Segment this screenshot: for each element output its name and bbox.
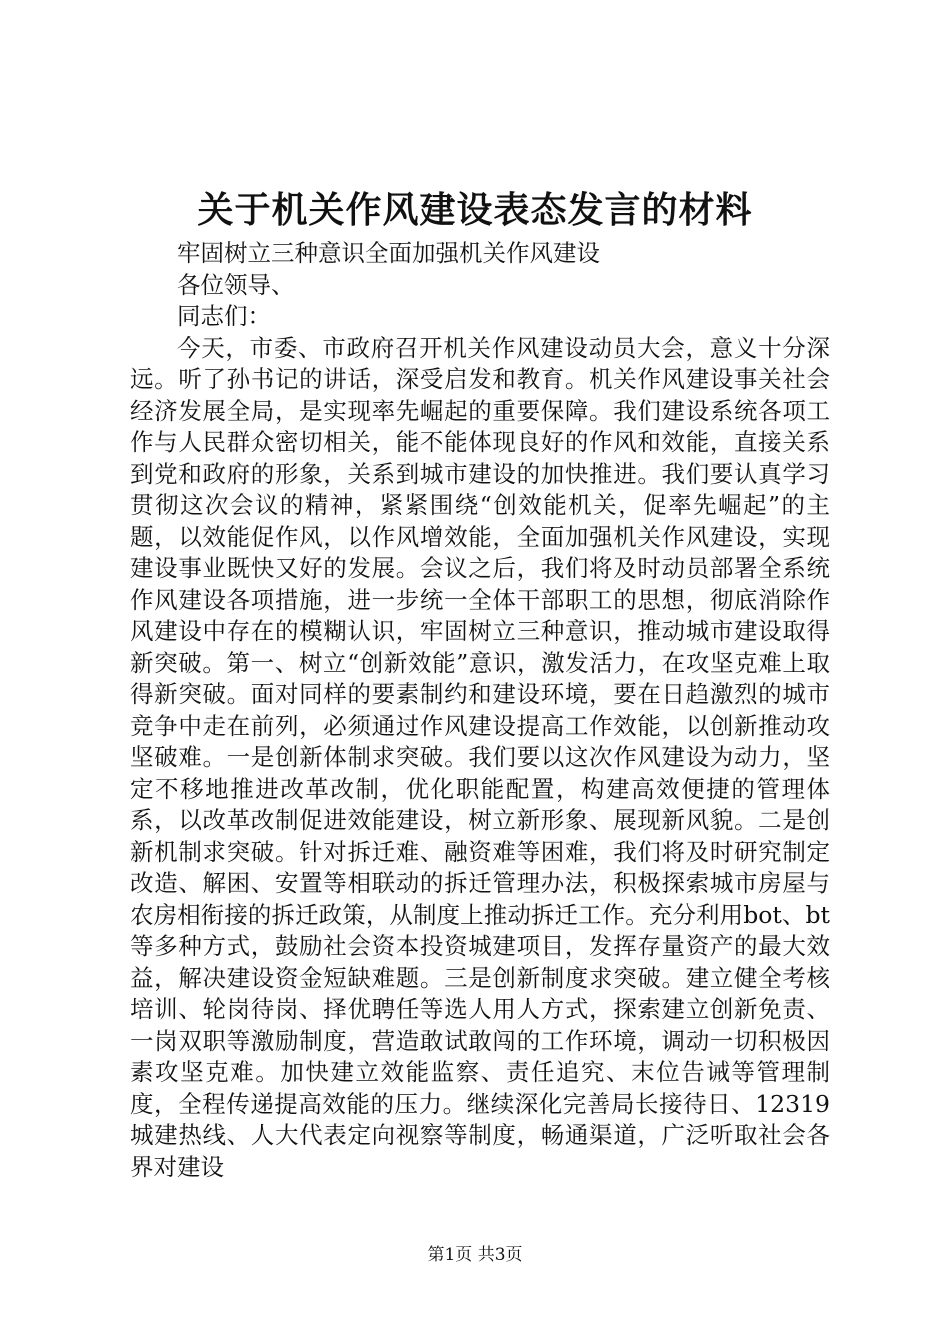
salutation-line-2: 同志们： — [177, 302, 271, 330]
salutation-line-1: 各位领导、 — [177, 270, 295, 299]
body-paragraph: 今天，市委、市政府召开机关作风建设动员大会，意义十分深远。听了孙书记的讲话，深受启发和教育。机关作风建设事关社会经济发展全局，是实现率先崛起的重要保障。我们建设系统各项工作与人民群众密切相关，能不能体现良好的作风和效能，直接关系到党和政府的形象，关系到城市建设的加快推进。我们要认真学习贯彻这次会议的精神，紧紧围绕“创效能机关，促率先崛起”的主题，以效能促作风，以作风增效能，全面加强机关作风建设，实现建设事业既快又好的发展。会议之后，我们将及时动员部署全系统作风建设各项措施，进一步统一全体干部职工的思想，彻底消除作风建设中存在的模糊认识，牢固树立三种意识，推动城市建设取得新突破。第一、树立“创新效能”意识，激发活力，在攻坚克难上取得新突破。面对同样的要素制约和建设环境，要在日趋激烈的城市竞争中走在前列，必须通过作风建设提高工作效能，以创新推动攻坚破难。一是创新体制求突破。我们要以这次作风建设为动力，坚定不移地推进改革改制，优化职能配置，构建高效便捷的管理体系，以改革改制促进效能建设，树立新形象、展现新风貌。二是创新机制求突破。针对拆迁难、融资难等困难，我们将及时研究制定改造、解困、安置等相联动的拆迁管理办法，积极探索城市房屋与农房相衔接的拆迁政策，从制度上推动拆迁工作。充分利用bot、bt等多种方式，鼓励社会资本投资城建项目，发挥存量资产的最大效益，解决建设资金短缺难题。三是创新制度求突破。建立健全考核培训、轮岗待岗、择优聘任等选人用人方式，探索建立创新免责、一岗双职等激励制度，营造敢试敢闯的工作环境，调动一切积极因素攻坚克难。加快建立效能监察、责任追究、末位告诫等管理制度，全程传递提高效能的压力。继续深化完善局长接待日、12319城建热线、人大代表定向视察等制度，畅通渠道，广泛听取社会各界对建设 — [130, 333, 830, 1181]
document-title: 关于机关作风建设表态发言的材料 — [197, 189, 753, 231]
subtitle-paragraph: 牢固树立三种意识全面加强机关作风建设 — [177, 239, 600, 267]
page-footer: 第1页 共3页 — [427, 1245, 523, 1265]
document-body — [130, 238, 830, 1183]
